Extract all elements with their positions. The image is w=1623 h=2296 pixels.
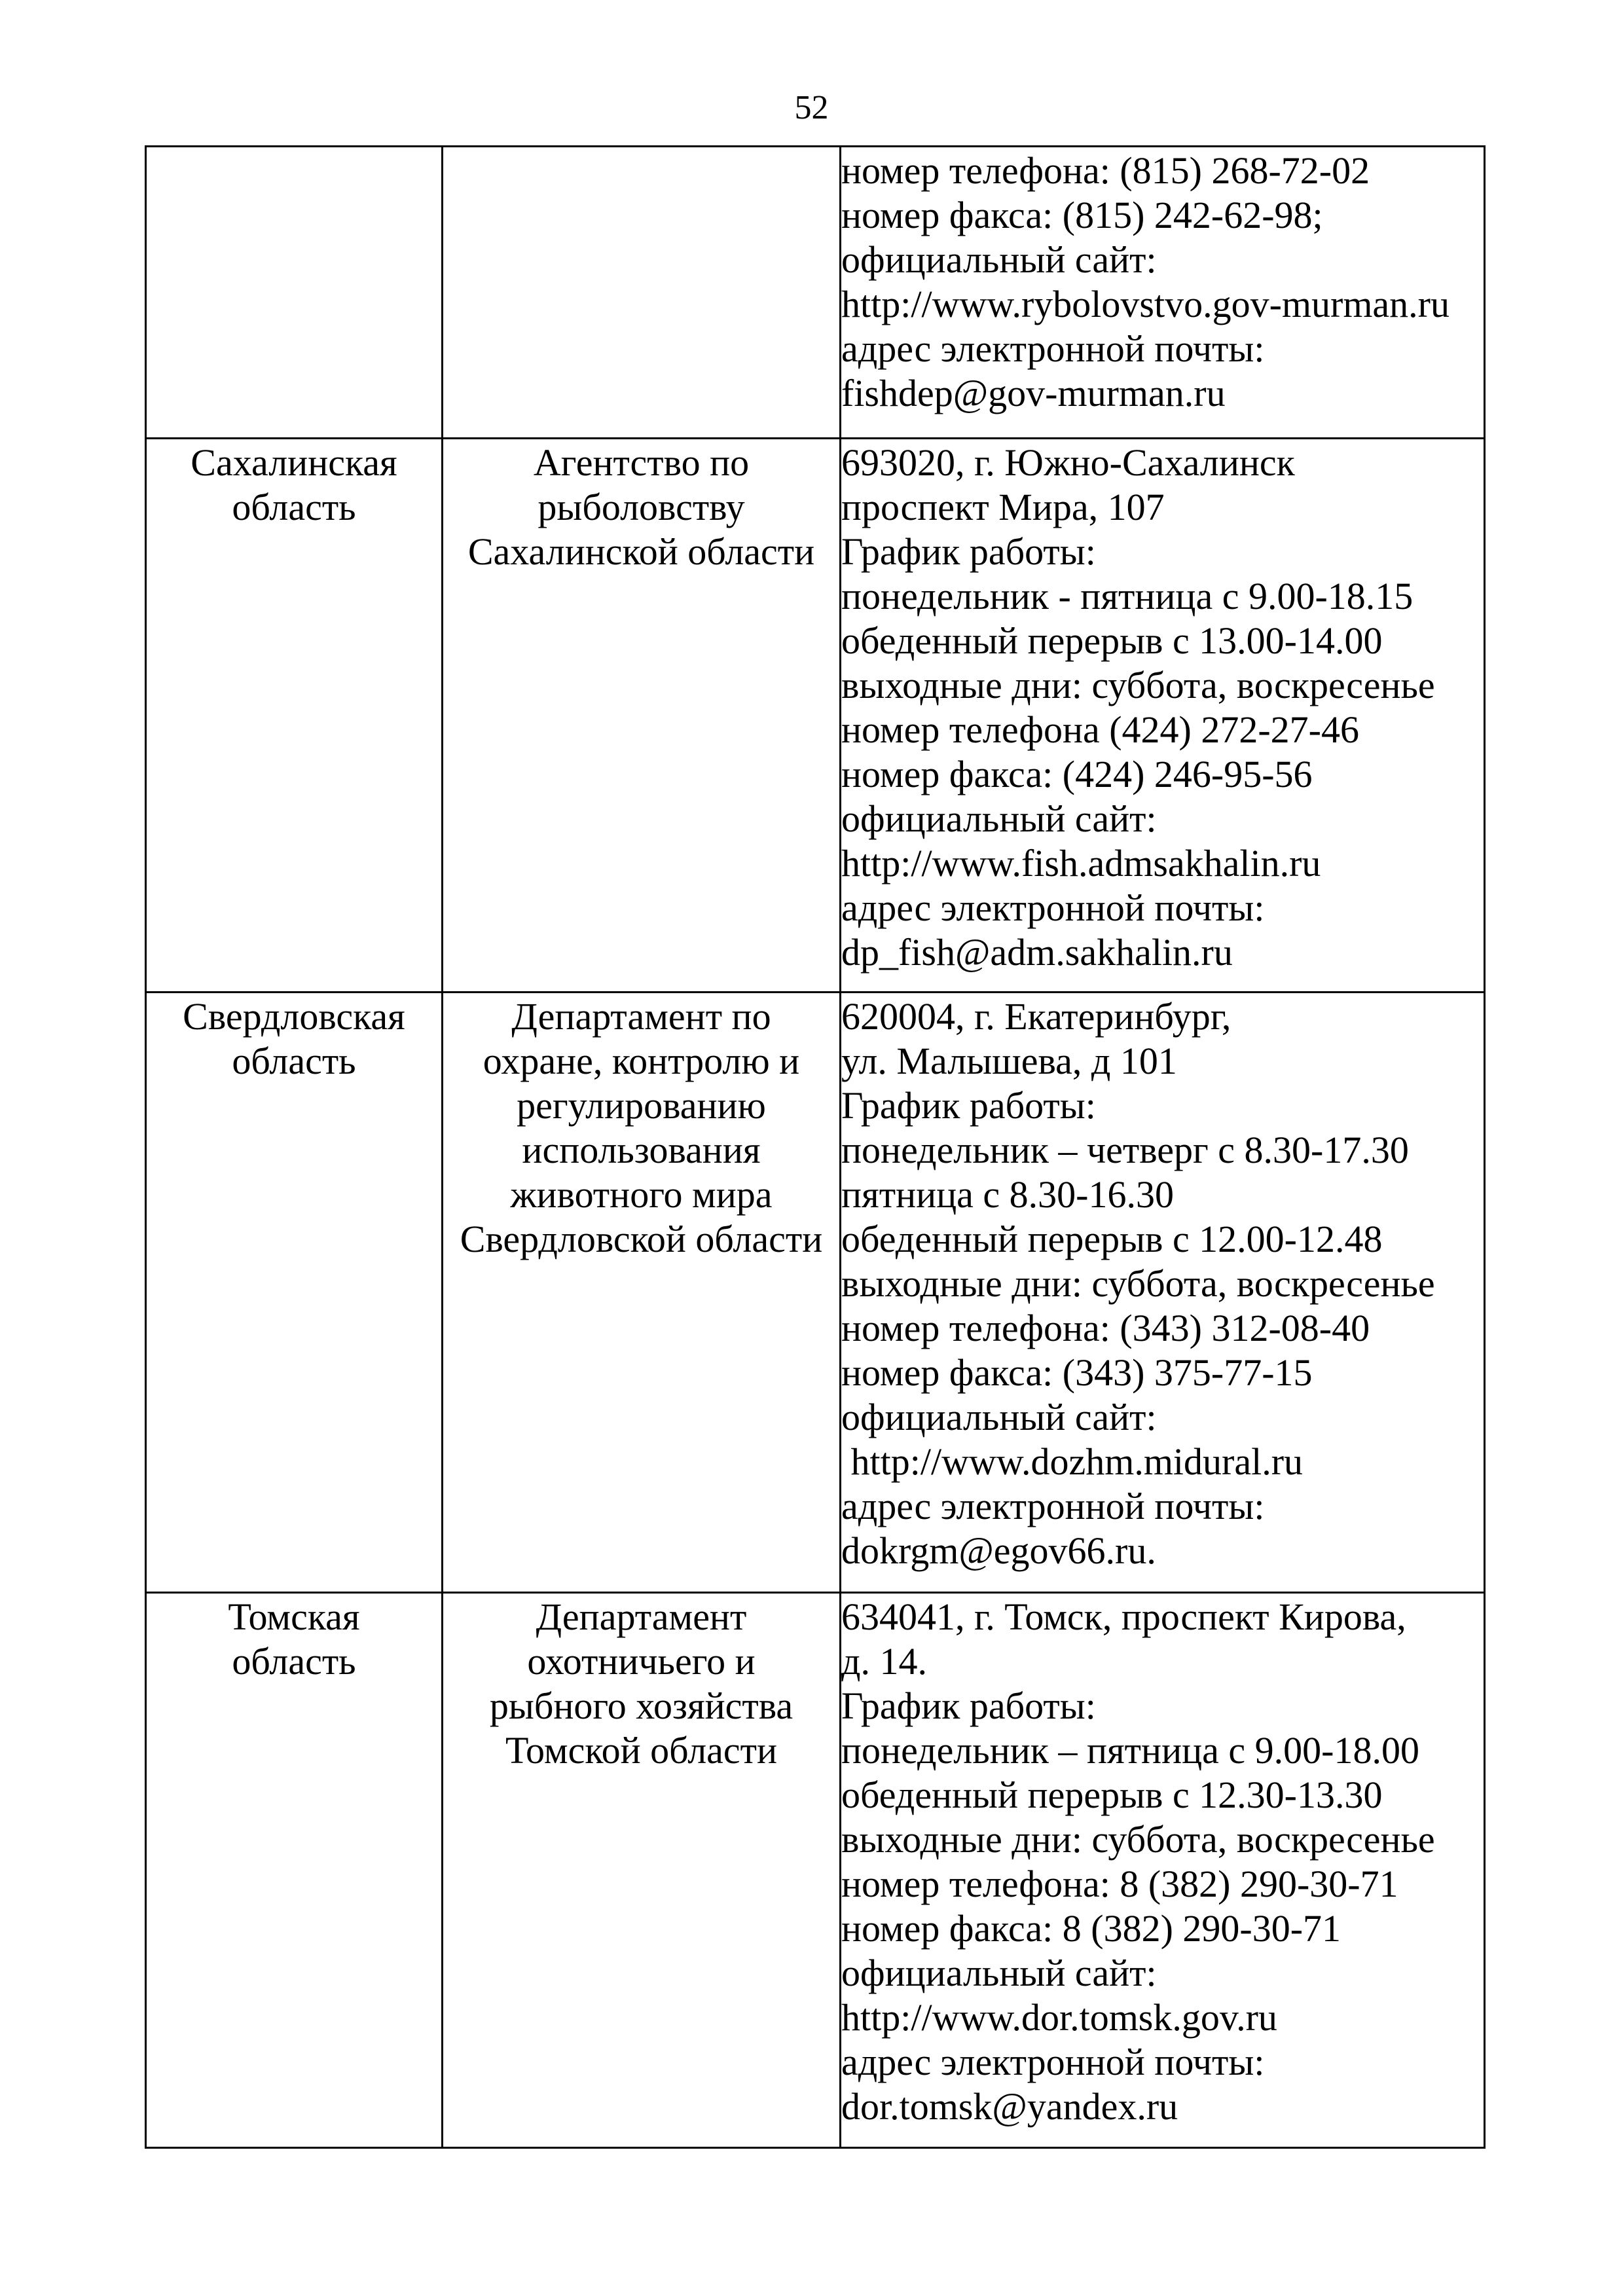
phone-line: номер телефона: (343) 312-08-40 — [841, 1307, 1370, 1349]
region-cell — [146, 993, 443, 1593]
contact-line: номер телефона: (815) 268-72-02 — [841, 149, 1370, 192]
schedule-line: обеденный перерыв с 12.30-13.30 — [841, 1774, 1383, 1816]
contact-line: официальный сайт: — [841, 1952, 1157, 1994]
region-name: Томская — [228, 1595, 360, 1638]
table-row — [146, 439, 1485, 993]
region-name: Свердловская — [183, 995, 405, 1038]
schedule-line: понедельник - пятница с 9.00-18.15 — [841, 575, 1413, 617]
schedule-line: пятница с 8.30-16.30 — [841, 1173, 1174, 1216]
schedule-line: выходные дни: суббота, воскресенье — [841, 1818, 1435, 1861]
contacts-cell — [841, 993, 1485, 1593]
agency-name: рыбного хозяйства — [489, 1685, 793, 1727]
schedule-heading: График работы: — [841, 1685, 1096, 1727]
agency-name: охране, контролю и — [483, 1040, 800, 1082]
email-address: fishdep@gov-murman.ru — [841, 372, 1226, 414]
contact-line: адрес электронной почты: — [841, 2041, 1265, 2083]
agency-name: Департамент — [536, 1595, 747, 1638]
website-link: http://www.fish.admsakhalin.ru — [841, 842, 1321, 884]
schedule-heading: График работы: — [841, 530, 1096, 573]
region-name: область — [232, 1040, 356, 1082]
contacts-cell — [841, 147, 1485, 439]
schedule-line: обеденный перерыв с 13.00-14.00 — [841, 619, 1383, 662]
contact-line: официальный сайт: — [841, 238, 1157, 281]
contact-line: официальный сайт: — [841, 1396, 1157, 1438]
region-name: область — [232, 1640, 356, 1683]
region-cell — [146, 439, 443, 993]
address-line: 620004, г. Екатеринбург, — [841, 995, 1231, 1038]
website-link: http://www.dozhm.midural.ru — [841, 1440, 1304, 1483]
agency-cell — [443, 147, 841, 439]
fax-line: номер факса: (343) 375-77-15 — [841, 1351, 1313, 1394]
agency-name: Сахалинской области — [467, 530, 815, 573]
schedule-line: выходные дни: суббота, воскресенье — [841, 1262, 1435, 1305]
region-cell — [146, 147, 443, 439]
address-line: проспект Мира, 107 — [841, 486, 1165, 528]
email-address: dp_fish@adm.sakhalin.ru — [841, 931, 1233, 974]
agency-name: Свердловской области — [460, 1218, 823, 1260]
agency-name: рыболовству — [538, 486, 745, 528]
agency-cell — [443, 439, 841, 993]
agency-name: охотничьего и — [527, 1640, 756, 1683]
schedule-heading: График работы: — [841, 1084, 1096, 1127]
schedule-line: понедельник – пятница с 9.00-18.00 — [841, 1729, 1419, 1772]
region-cell — [146, 1593, 443, 2148]
region-name: Сахалинская — [191, 441, 397, 484]
agency-name: Департамент по — [511, 995, 771, 1038]
contacts-cell — [841, 1593, 1485, 2148]
email-address: dokrgm@egov66.ru. — [841, 1529, 1156, 1572]
agency-name: регулированию — [517, 1084, 766, 1127]
website-link: http://www.dor.tomsk.gov.ru — [841, 1996, 1277, 2039]
schedule-line: понедельник – четверг с 8.30-17.30 — [841, 1129, 1409, 1171]
table-row — [146, 147, 1485, 439]
contact-line: номер факса: (815) 242-62-98; — [841, 194, 1323, 236]
agency-cell — [443, 1593, 841, 2148]
phone-line: номер телефона (424) 272-27-46 — [841, 708, 1359, 751]
schedule-line: обеденный перерыв с 12.00-12.48 — [841, 1218, 1383, 1260]
contact-line: адрес электронной почты: — [841, 327, 1265, 370]
schedule-line: выходные дни: суббота, воскресенье — [841, 664, 1435, 706]
fax-line: номер факса: (424) 246-95-56 — [841, 753, 1313, 795]
fax-line: номер факса: 8 (382) 290-30-71 — [841, 1907, 1341, 1950]
agency-name: Томской области — [505, 1729, 778, 1772]
agency-contacts-table — [145, 145, 1486, 2149]
contact-line: официальный сайт: — [841, 797, 1157, 840]
table-row — [146, 993, 1485, 1593]
table-row — [146, 1593, 1485, 2148]
address-line: д. 14. — [841, 1640, 928, 1683]
agency-name: использования — [522, 1129, 761, 1171]
email-address: dor.tomsk@yandex.ru — [841, 2085, 1178, 2128]
contacts-cell — [841, 439, 1485, 993]
contact-line: адрес электронной почты: — [841, 886, 1265, 929]
phone-line: номер телефона: 8 (382) 290-30-71 — [841, 1863, 1398, 1905]
contact-line: адрес электронной почты: — [841, 1485, 1265, 1527]
region-name: область — [232, 486, 356, 528]
agency-cell — [443, 993, 841, 1593]
address-line: ул. Малышева, д 101 — [841, 1040, 1177, 1082]
agency-name: животного мира — [510, 1173, 773, 1216]
agency-name: Агентство по — [533, 441, 750, 484]
website-link: http://www.rybolovstvo.gov-murman.ru — [841, 283, 1450, 325]
address-line: 693020, г. Южно-Сахалинск — [841, 441, 1295, 484]
page-number: 52 — [794, 89, 829, 126]
address-line: 634041, г. Томск, проспект Кирова, — [841, 1595, 1406, 1638]
